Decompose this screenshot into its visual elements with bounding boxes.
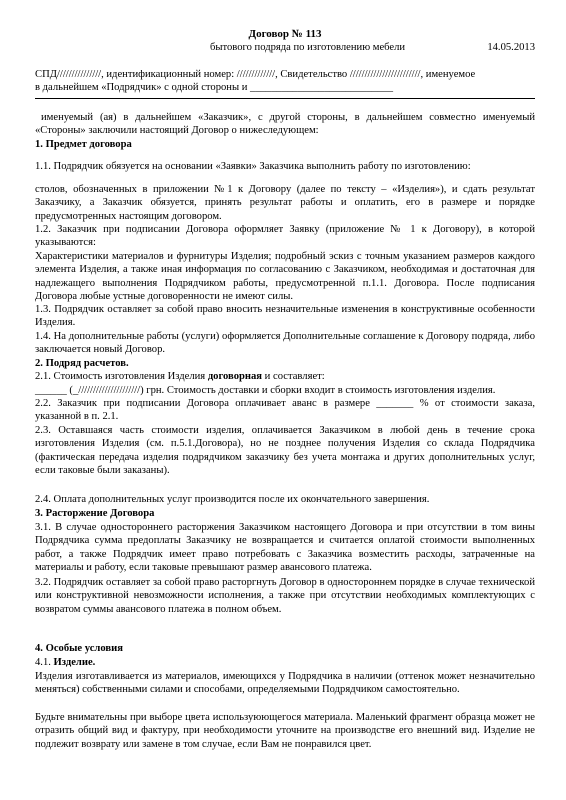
section-1-title: 1. Предмет договора [35,139,132,150]
section-3-paragraph-1: 3.1. В случае одностороннего расторжения Заказчиком настоящего Договора и при отсутствии в том вины Подрядчика сумма предоплаты Заказчику не возвращается и считается оплатой стоимости выполненных работ, а также Подрядчик имеет право потребовать с Заказчика возместить расходы, затраченные на материалы и работу, если таковые превышают размер авансового платежа. [35,522,535,574]
section-1-paragraph-1: 1.1. Подрядчик обязуется на основании «Заявки» Заказчика выполнить работу по изготовлению: [35,161,471,172]
section-2-paragraph-1-bold: договорная [207,371,263,382]
section-2-paragraph-3: 2.2. Заказчик при подписании Договора оплачивает аванс в размере _______ % от стоимости заказа, указанной в п. 2.1. [35,398,535,423]
contract-title: Договор № 113 [248,28,322,40]
section-4-paragraph-2: Изделия изготавливается из материалов, имеющихся у Подрядчика в наличии (оттенок может незначительно меняться) собственными силами и способами, определяемыми Подрядчиком самостоятельно. [35,671,535,696]
section-2-paragraph-1-start: 2.1. Стоимость изготовления Изделия [35,371,208,382]
parties-block [35,68,535,95]
parties-line-1: СПД///////////////, идентификационный номер: /////////////, Свидетельство ////////////////////////, именуемое [35,69,476,80]
section-1-paragraph-4: Характеристики материалов и фурнитуры Изделия; подробный эскиз с точным указанием размеров каждого элемента Изделия, а также иная информация по согласованию с Заказчиком, необходимая и достаточная для надлежащего выполнения Подрядчиком работы, предусмотренной п.1.1. Договора. После подписания Договора любые устные договоренности не имеют силы. [35,251,535,303]
section-2-paragraph-1-end: и составляет: [262,371,325,382]
section-4-paragraph-3: Будьте внимательны при выборе цвета используюющегося материала. Маленький фрагмент образца может не отразить общий вид и фактуру, при необходимости уточните на производстве его внешний вид. Изделие не подлежит возврату или замене в том случае, если Вам не понравился цвет. [35,712,535,750]
section-4-paragraph-1 [35,656,535,669]
section-2-title: 2. Подряд расчетов. [35,358,129,369]
section-2-paragraph-1 [35,370,535,383]
section-2-paragraph-2: ______ (_/////////////////////) грн. Стоимость доставки и сборки входит в стоимость изготовления изделия. [35,385,496,396]
section-2-paragraph-4: 2.3. Оставшаяся часть стоимости изделия, оплачивается Заказчиком в любой день в течение срока изготовления Изделия (см. п.5.1.Договора), но не позднее получения Изделия со склада Подрядчика (фактическая передача изделия подрядчиком заказчику без учета монтажа и других дополнительных услуг, если таковые были заказаны). [35,425,535,477]
section-1-paragraph-6: 1.4. На дополнительные работы (услуги) оформляется Дополнительные соглашение к Договору подряда, либо заключается новый Договор. [35,331,535,356]
section-1-paragraph-3: 1.2. Заказчик при подписании Договора оформляет Заявку (приложение № 1 к Договору), в которой указываются: [35,224,535,249]
section-2-paragraph-5: 2.4. Оплата дополнительных услуг производится после их окончательного завершения. [35,494,430,505]
section-3-title: 3. Расторжение Договора [35,508,155,519]
section-4-title: 4. Особые условия [35,643,123,654]
parties-intro: именуемый (ая) в дальнейшем «Заказчик», с другой стороны, в дальнейшем совместно именуемый «Стороны» заключили настоящий Договор о нижеследующем: [35,112,535,137]
section-1-paragraph-2: столов, обозначенных в приложении №1 к Договору (далее по тексту – «Изделия»), и сдать результат Заказчику, а Заказчик обязуется, принять результат работы и оплатить, его в размере и порядке предусмотренных настоящим договором. [35,184,535,222]
section-1-paragraph-5: 1.3. Подрядчик оставляет за собой право вносить незначительные изменения в конструктивные особенности Изделия. [35,304,535,329]
section-3-paragraph-2: 3.2. Подрядчик оставляет за собой право расторгнуть Договор в одностороннем порядке в случае технической или конструктивной невозможности исполнения, а также при отсутствии необходимых комплектующих с возвратом суммы авансового платежа в полном объем. [35,577,535,615]
divider-line [35,98,535,99]
section-4-paragraph-1-number: 4.1. [35,657,54,668]
contract-date: 14.05.2013 [487,42,535,53]
parties-line-2: в дальнейшем «Подрядчик» с одной стороны и ___________________________ [35,82,394,94]
section-4-paragraph-1-heading: Изделие. [53,657,96,668]
contract-subtitle: бытового подряда по изготовлению мебели [210,42,406,53]
